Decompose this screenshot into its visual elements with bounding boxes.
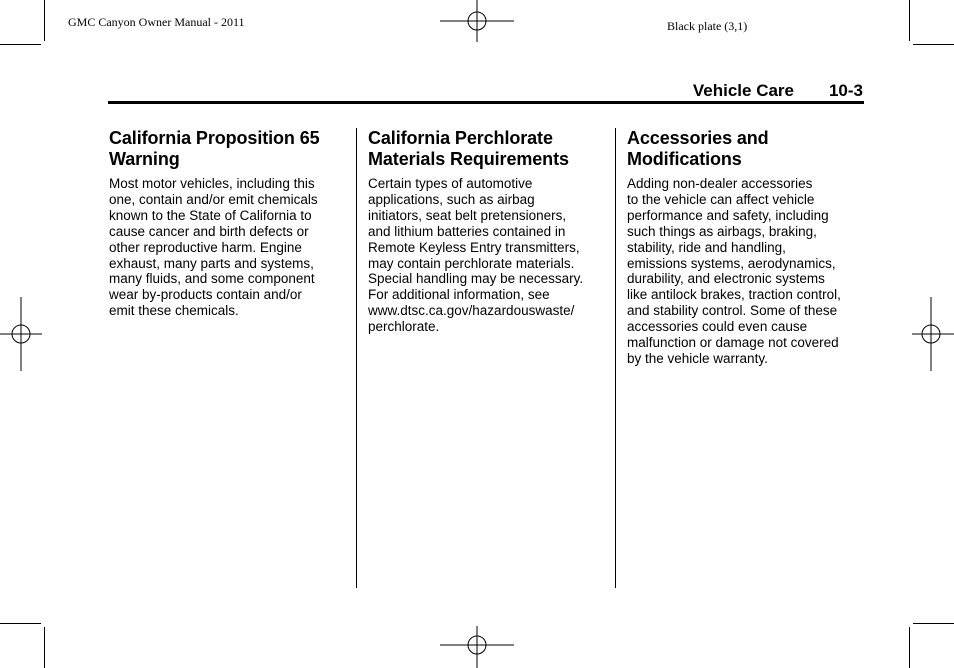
- heading-perchlorate: California Perchlorate Materials Requirements: [368, 128, 569, 169]
- registration-mark-top: [440, 0, 514, 44]
- registration-mark-left: [0, 297, 44, 371]
- header-rule: [108, 101, 864, 104]
- print-slug-title: GMC Canyon Owner Manual - 2011: [68, 15, 245, 29]
- column-divider: [356, 128, 357, 588]
- registration-mark-bottom: [440, 624, 514, 668]
- body-accessories: Adding non-dealer accessories to the vehicle can affect vehicle performance and safety, including such things as airbags, braking, stability, ride and handling, emissions systems, aerodynamics, durability, and electronic systems like antilock brakes, traction control, and stability control. Some of these accessories could even cause malfunction or damage not covered by the vehicle warranty.: [627, 176, 841, 366]
- heading-accessories: Accessories and Modifications: [627, 128, 769, 169]
- column-divider: [615, 128, 616, 588]
- body-perchlorate: Certain types of automotive applications, such as airbag initiators, seat belt pretensioners, and lithium batteries contained in Remote Keyless Entry transmitters, may contain perchlorate materials. Special handling may be necessary. For additional information, see www.dtsc.ca.gov/hazardouswaste/ perchlorate.: [368, 176, 584, 335]
- column-perchlorate: [368, 128, 603, 335]
- print-slug-plate: Black plate (3,1): [667, 19, 748, 33]
- body-prop-65: Most motor vehicles, including this one, contain and/or emit chemicals known to the State of California to cause cancer and birth defects or other reproductive harm. Engine exhaust, many parts and systems, many fluids, and some component wear by-products contain and/or emit these chemicals.: [109, 176, 318, 319]
- running-head: [108, 80, 863, 101]
- section-name: Vehicle Care: [692, 81, 794, 100]
- registration-mark-right: [910, 297, 954, 371]
- page-number: 10-3: [828, 81, 863, 100]
- heading-prop-65: California Proposition 65 Warning: [109, 128, 320, 169]
- column-accessories: [627, 128, 862, 367]
- column-prop-65: [109, 128, 344, 319]
